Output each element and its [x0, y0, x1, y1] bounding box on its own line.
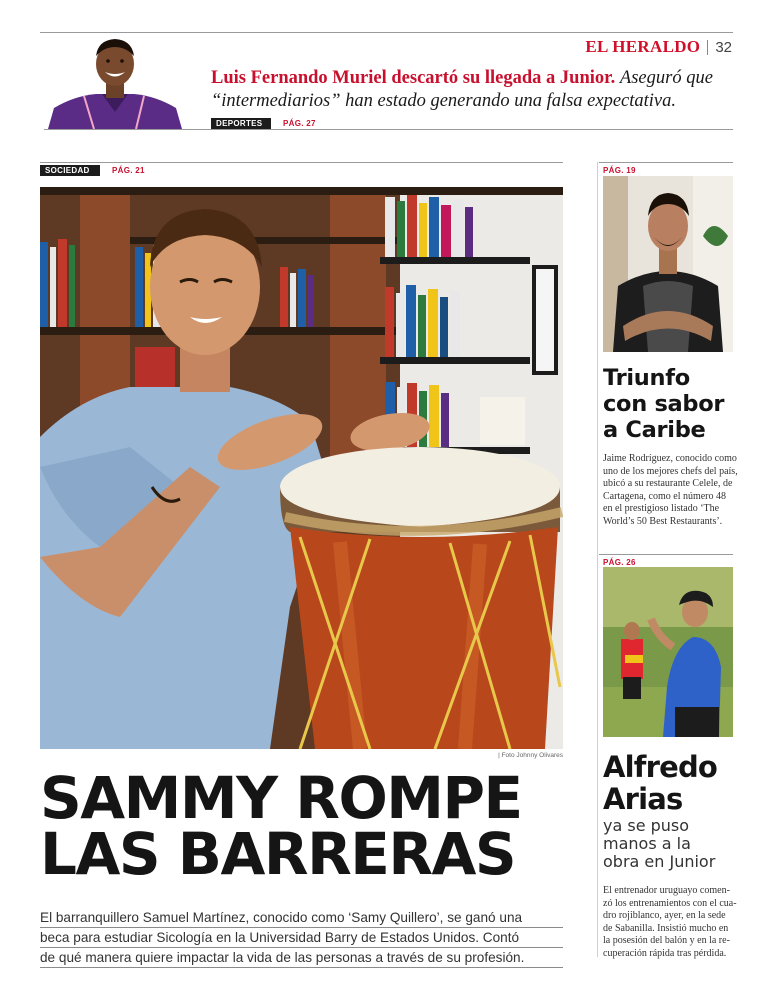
masthead-separator	[707, 40, 708, 55]
story2-title[interactable]	[603, 751, 717, 815]
teaser-headline-line2: “intermediarios” han estado generando una falsa expectativa.	[211, 91, 677, 111]
teaser-bottom-rule	[44, 129, 733, 130]
teaser-headline-bold: Luis Fernando Muriel descartó su llegada a Junior.	[211, 68, 616, 88]
teaser-headline-rest: Aseguró que	[619, 68, 713, 88]
page-ref-main[interactable]: PÁG. 21	[112, 166, 145, 175]
main-story-photo[interactable]	[40, 187, 563, 749]
section-tag-sociedad[interactable]: SOCIEDAD	[40, 165, 100, 176]
story2-body	[603, 885, 737, 961]
summary-line-2: beca para estudiar Sicología en la Universidad Barry de Estados Unidos. Contó	[40, 928, 563, 948]
photo-credit: | Foto Johnny Olivares	[498, 752, 563, 759]
story1-title-line-3: a Caribe	[603, 417, 706, 443]
story1-title[interactable]	[603, 365, 724, 443]
story2-body-line: dro rojiblanco, ayer, en la sede	[603, 910, 726, 922]
masthead	[585, 37, 732, 57]
story1-body-line: Cartagena, como el número 48	[603, 490, 727, 502]
sidebar-story1-rule	[599, 162, 733, 163]
story2-subtitle-line-1: ya se puso	[603, 816, 690, 835]
main-section-row	[40, 165, 145, 176]
main-summary	[40, 908, 563, 968]
top-rule	[40, 32, 733, 33]
story2-subtitle-line-3: obra en Junior	[603, 852, 716, 871]
story2-body-line: zó los entrenamientos con el cua-	[603, 897, 737, 909]
page-ref-story2[interactable]: PÁG. 26	[603, 558, 636, 567]
story2-title-line-2: Arias	[603, 782, 683, 816]
teaser-player-photo[interactable]	[44, 34, 186, 129]
newspaper-brand: EL HERALDO	[585, 37, 701, 56]
main-headline[interactable]	[40, 764, 570, 888]
sidebar-story2-rule	[599, 554, 733, 555]
story2-subtitle-line-2: manos a la	[603, 834, 691, 853]
story2-body-line: la posesión del balón y en la re-	[603, 935, 730, 947]
teaser-section-row	[211, 118, 316, 129]
story1-body	[603, 453, 738, 529]
story1-body-line: ubicó a su restaurante Celele, de	[603, 478, 733, 490]
story2-body-line: cuperación rápida tras pérdida.	[603, 947, 727, 959]
story2-body-line: de Sabanilla. Insistió mucho en	[603, 922, 729, 934]
story1-title-line-2: con sabor	[603, 391, 725, 417]
page-ref-teaser[interactable]: PÁG. 27	[283, 119, 316, 128]
story1-body-line: uno de los mejores chefs del país,	[603, 465, 738, 477]
summary-line-1: El barranquillero Samuel Martínez, conocido como ‘Samy Quillero’, se ganó una	[40, 908, 563, 928]
story2-body-line: El entrenador uruguayo comen-	[603, 885, 730, 896]
main-headline-line-2: LAS BARRERAS	[40, 820, 516, 888]
story2-subtitle	[603, 817, 715, 871]
story1-body-line: en el prestigioso listado ‘The	[603, 503, 720, 515]
story2-title-line-1: Alfredo	[603, 750, 718, 784]
sidebar-divider	[597, 162, 598, 957]
main-headline-line-1: SAMMY ROMPE	[40, 764, 522, 832]
main-top-rule	[40, 162, 563, 163]
page-ref-story1[interactable]: PÁG. 19	[603, 166, 636, 175]
story1-title-line-1: Triunfo	[603, 365, 690, 391]
page-number: 32	[715, 38, 732, 56]
teaser-headline[interactable]	[211, 67, 733, 113]
summary-line-3: de qué manera quiere impactar la vida de las personas a través de su profesión.	[40, 948, 563, 968]
story1-body-line: World’s 50 Best Restaurants’.	[603, 515, 723, 527]
story1-body-line: Jaime Rodríguez, conocido como	[603, 453, 737, 464]
chef-photo[interactable]	[603, 176, 733, 352]
section-tag-deportes[interactable]: DEPORTES	[211, 118, 271, 129]
coach-photo[interactable]	[603, 567, 733, 737]
